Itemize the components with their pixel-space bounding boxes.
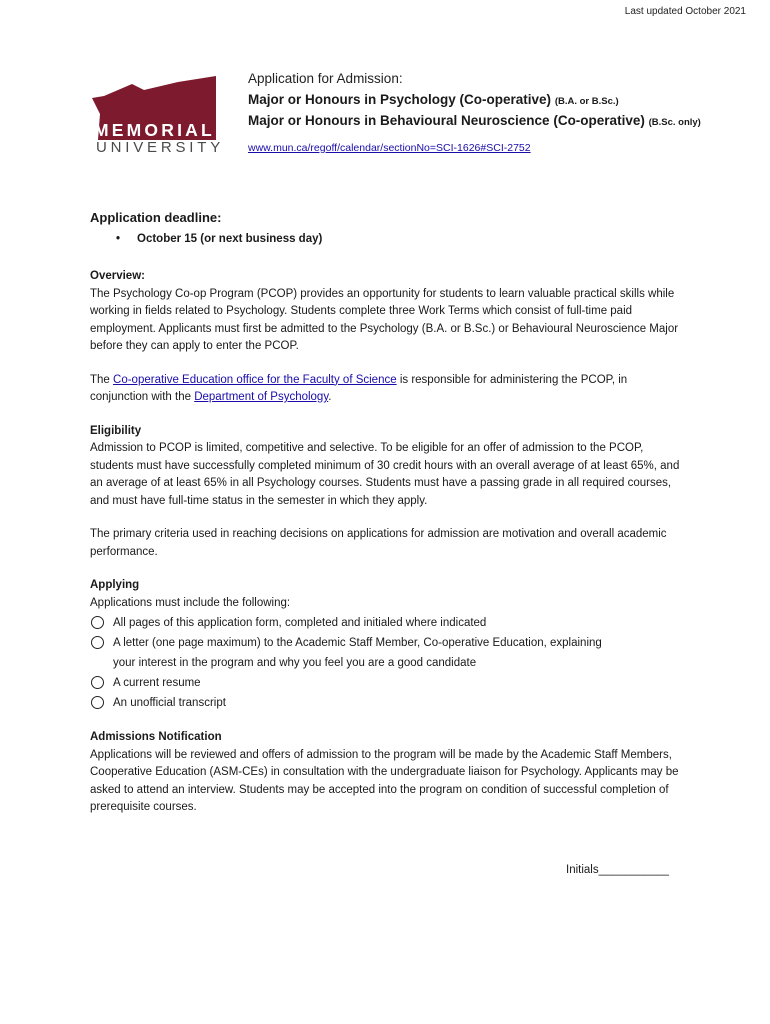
header-kicker: Application for Admission: xyxy=(248,71,403,86)
coop-text-post: . xyxy=(328,391,332,403)
coop-text-mid: is responsible for administering the PCOP, in conjunction with the xyxy=(90,373,628,403)
checklist-item xyxy=(90,693,680,713)
checklist-item-text: All pages of this application form, completed and initialed where indicated xyxy=(113,617,487,629)
requirements-checklist xyxy=(90,613,680,713)
notification-paragraph: Applications will be reviewed and offers of admission to the program will be made by the Academic Staff Members, Cooperative Education (ASM-CEs) in consultation with the undergraduate liaison for Psychology. Applicants may be asked to attend an interview. Students may be accepted into the program on condition of successful completion of prerequisite courses. xyxy=(90,748,679,813)
logo-word-university: UNIVERSITY xyxy=(96,139,225,156)
applying-intro: Applications must include the following: xyxy=(90,596,291,609)
memorial-university-logo xyxy=(90,74,225,160)
criteria-paragraph: The primary criteria used in reaching decisions on applications for admission are motivation and overall academic performance. xyxy=(90,528,667,558)
last-updated-note: Last updated October 2021 xyxy=(624,6,746,17)
overview-paragraph: The Psychology Co-op Program (PCOP) provides an opportunity for students to learn valuable practical skills while working in fields related to Psychology. Students complete three Work Terms which consist of full-time paid employment. Applicants must first be admitted to the Psychology (B.A. or B.Sc.) or Behavioural Neuroscience Major before they can apply to enter the PCOP. xyxy=(90,287,679,352)
checklist-item-continuation: your interest in the program and why you feel you are a good candidate xyxy=(113,657,477,669)
calendar-link[interactable]: www.mun.ca/regoff/calendar/sectionNo=SCI-1626#SCI-2752 xyxy=(248,142,531,154)
notification-heading: Admissions Notification xyxy=(90,731,222,743)
main-content xyxy=(90,209,680,817)
circle-checkbox-icon[interactable] xyxy=(91,676,104,689)
circle-checkbox-icon[interactable] xyxy=(91,696,104,709)
title-neuroscience-degree: (B.Sc. only) xyxy=(648,117,701,128)
psychology-department-link[interactable]: Department of Psychology xyxy=(194,391,329,403)
circle-checkbox-icon[interactable] xyxy=(91,636,104,649)
checklist-item-text: An unofficial transcript xyxy=(113,697,226,709)
title-neuroscience xyxy=(248,111,748,132)
deadline-item xyxy=(90,231,680,249)
deadline-text: October 15 (or next business day) xyxy=(137,232,323,245)
coop-text-pre: The xyxy=(90,373,114,386)
checklist-item xyxy=(90,613,680,633)
deadline-list xyxy=(90,231,680,249)
coop-office-paragraph xyxy=(90,372,680,407)
applying-heading: Applying xyxy=(90,579,140,591)
form-header xyxy=(248,71,748,154)
checklist-item-text: A current resume xyxy=(113,677,201,689)
coop-office-link[interactable]: Co-operative Education office for the Faculty of Science xyxy=(113,373,397,386)
title-psychology-degree: (B.A. or B.Sc.) xyxy=(554,96,619,107)
checklist-item xyxy=(90,633,680,673)
title-neuroscience-text: Major or Honours in Behavioural Neuroscience (Co-operative) xyxy=(248,113,645,128)
checklist-item-text: A letter (one page maximum) to the Academic Staff Member, Co-operative Education, explaining xyxy=(113,637,602,649)
eligibility-heading: Eligibility xyxy=(90,424,142,437)
initials-field[interactable]: Initials___________ xyxy=(566,864,669,876)
logo-word-memorial: MEMORIAL xyxy=(94,120,215,140)
bullet-icon: • xyxy=(116,232,121,245)
checklist-item xyxy=(90,673,680,693)
title-psychology-text: Major or Honours in Psychology (Co-operative) xyxy=(248,92,552,107)
circle-checkbox-icon[interactable] xyxy=(91,616,104,629)
title-psychology xyxy=(248,90,748,111)
deadline-heading: Application deadline: xyxy=(90,210,222,225)
eligibility-paragraph: Admission to PCOP is limited, competitive and selective. To be eligible for an offer of admission to the PCOP, students must have successfully completed minimum of 30 credit hours with an overall average of at least 65%, and an average of at least 65% in all Psychology courses. Students must have a passing grade in all required courses, and must have full-time status in the semester in which they apply. xyxy=(90,442,680,507)
overview-heading: Overview: xyxy=(90,270,145,282)
